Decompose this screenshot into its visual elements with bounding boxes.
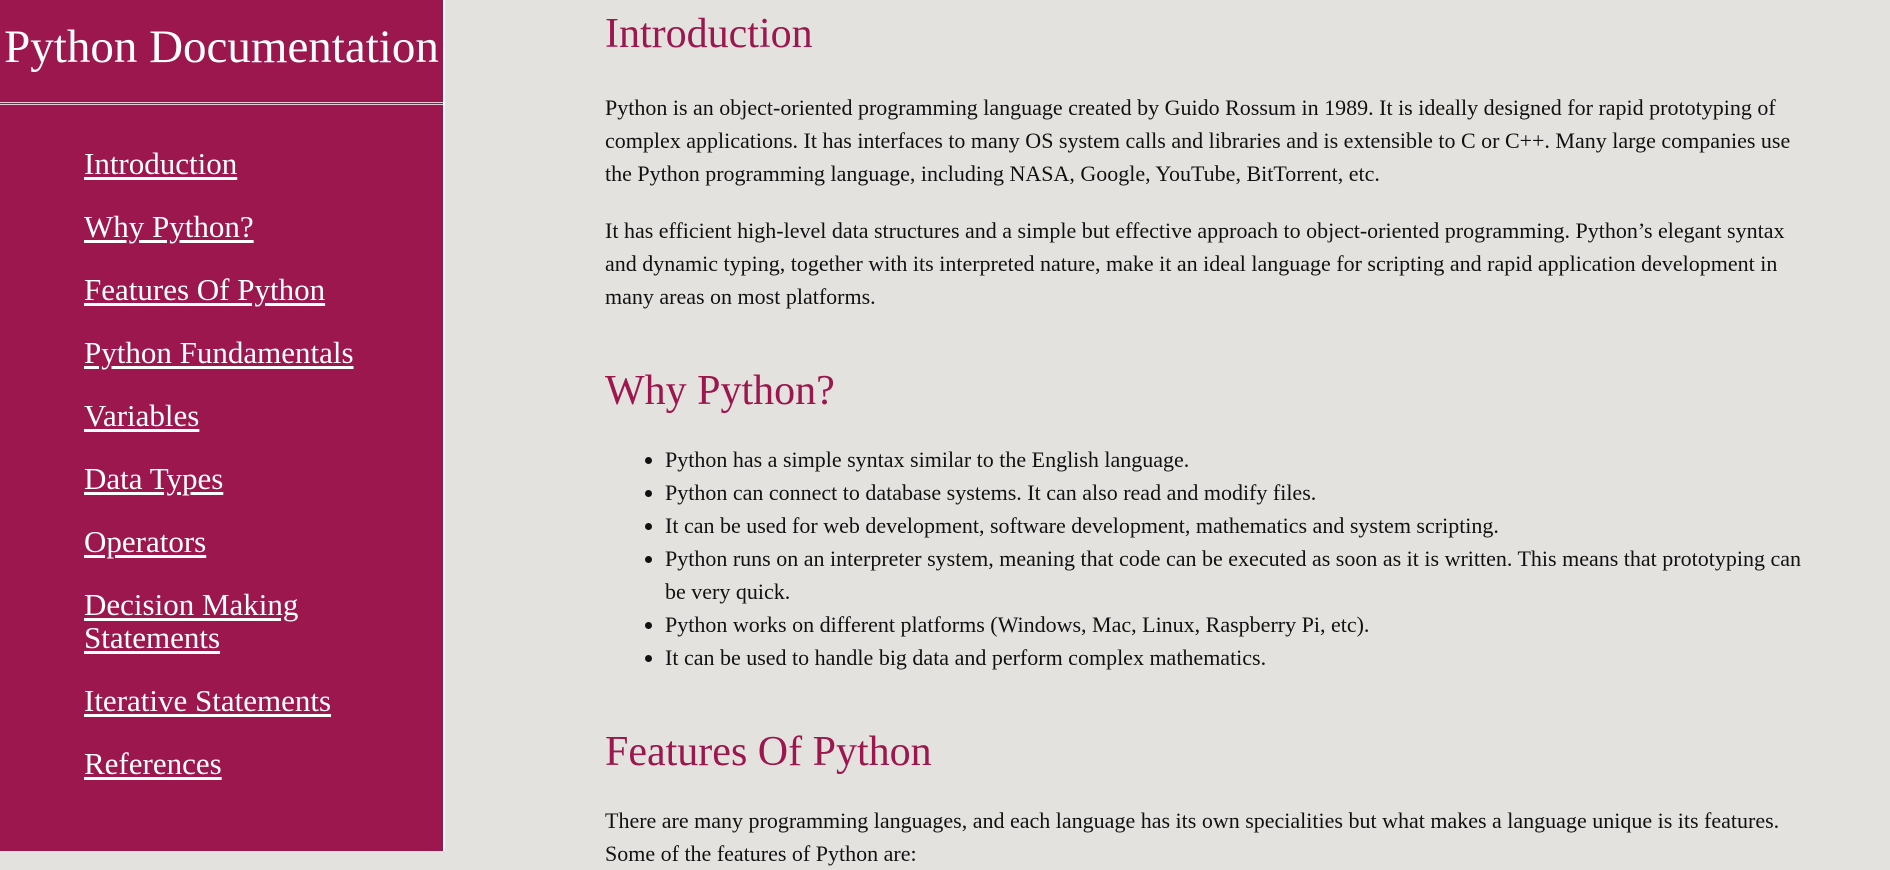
sidebar-header — [0, 0, 443, 105]
list-item: • Python has a simple syntax similar to the English language. — [665, 443, 1805, 476]
nav-item-why-python — [84, 210, 414, 243]
nav-link-introduction[interactable]: Introduction — [84, 146, 238, 181]
nav-link-operators[interactable]: Operators — [84, 524, 207, 559]
nav-list — [84, 147, 414, 810]
nav-item-references — [84, 747, 414, 780]
site-title: Python Documentation — [4, 21, 439, 73]
main-content — [605, 0, 1805, 866]
section-heading-why-python: Why Python? — [605, 368, 835, 414]
nav-item-features — [84, 273, 414, 306]
nav-item-data-types — [84, 462, 414, 495]
nav-item-introduction — [84, 147, 414, 180]
nav-link-iterative[interactable]: Iterative Statements — [84, 683, 332, 718]
nav-link-fundamentals[interactable]: Python Fundamentals — [84, 335, 354, 370]
nav-item-variables — [84, 399, 414, 432]
nav-item-operators — [84, 525, 414, 558]
nav-item-fundamentals — [84, 336, 414, 369]
list-item: • Python works on different platforms (Windows, Mac, Linux, Raspberry Pi, etc). — [665, 608, 1805, 641]
list-item: • It can be used for web development, software development, mathematics and system scripting. — [665, 509, 1805, 542]
nav-link-decision-making[interactable]: Decision Making Statements — [84, 587, 299, 655]
section-heading-features: Features Of Python — [605, 729, 932, 775]
section-introduction — [605, 10, 1805, 313]
section-features — [605, 728, 1805, 870]
sidebar-nav — [0, 0, 445, 851]
paragraph: Python is an object-oriented programming language created by Guido Rossum in 1989. It is ideally designed for rapid prototyping of complex applications. It has interfaces to many OS system calls and libraries and is extensible to C or C++. Many large companies use the Python programming language, including NASA, Google, YouTube, BitTorrent, etc. — [605, 95, 1791, 186]
section-why-python — [605, 367, 1805, 674]
list-item: • Python runs on an interpreter system, meaning that code can be executed as soon as it is written. This means that prototyping can be very quick. — [665, 542, 1805, 608]
list-item: • It can be used to handle big data and perform complex mathematics. — [665, 641, 1805, 674]
nav-link-features[interactable]: Features Of Python — [84, 272, 326, 307]
nav-item-iterative — [84, 684, 414, 717]
paragraph: There are many programming languages, and each language has its own specialities but what makes a language unique is its features. Some of the features of Python are: — [605, 808, 1780, 866]
paragraph: It has efficient high-level data structures and a simple but effective approach to object-oriented programming. Python’s elegant syntax and dynamic typing, together with its interpreted nature, make it an ideal language for scripting and rapid application development in many areas on most platforms. — [605, 218, 1785, 309]
nav-link-references[interactable]: References — [84, 746, 222, 781]
nav-item-decision-making — [84, 588, 414, 654]
bullet-list — [605, 443, 1805, 674]
nav-link-data-types[interactable]: Data Types — [84, 461, 224, 496]
nav-link-variables[interactable]: Variables — [84, 398, 200, 433]
nav-link-why-python[interactable]: Why Python? — [84, 209, 254, 244]
list-item: • Python can connect to database systems. It can also read and modify files. — [665, 476, 1805, 509]
section-heading-introduction: Introduction — [605, 11, 813, 57]
